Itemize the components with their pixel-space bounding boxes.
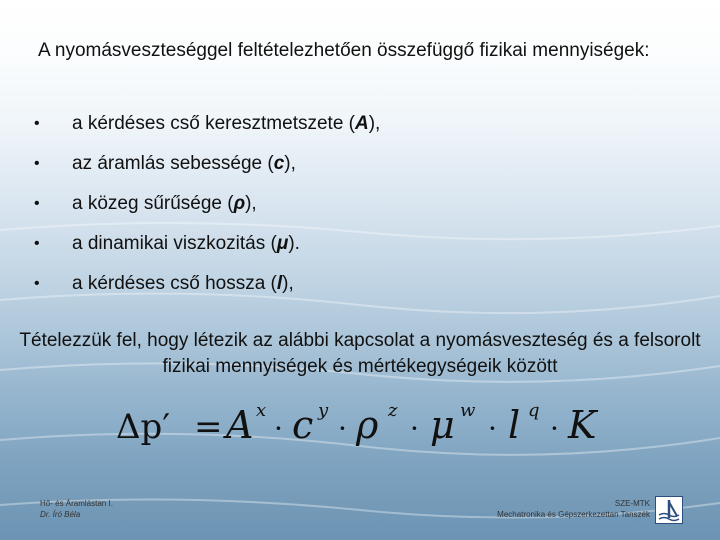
symbol: l bbox=[276, 273, 283, 294]
list-item bbox=[34, 112, 380, 152]
bullet-icon: • bbox=[34, 195, 40, 212]
formula-dot: · bbox=[410, 412, 419, 445]
bullet-icon: • bbox=[34, 235, 40, 252]
symbol: ρ bbox=[233, 193, 246, 214]
list-item bbox=[34, 192, 380, 232]
footer-author: Dr. Író Béla bbox=[40, 510, 81, 519]
formula-base: l bbox=[508, 403, 521, 447]
formula-lhs: Δp′ bbox=[116, 407, 171, 447]
list-item-text: a kérdéses cső keresztmetszete (A), bbox=[72, 113, 381, 134]
formula-exponent: w bbox=[460, 400, 476, 421]
formula-base: c bbox=[292, 403, 314, 447]
symbol: μ bbox=[276, 233, 289, 254]
formula-dot: · bbox=[274, 412, 283, 445]
formula-exponent: z bbox=[388, 400, 398, 421]
formula-constant: K bbox=[568, 403, 597, 447]
formula-dot: · bbox=[550, 412, 559, 445]
list-item bbox=[34, 232, 380, 272]
list-item bbox=[34, 152, 380, 192]
footer-institution: SZE-MTK bbox=[614, 499, 650, 508]
quantity-list bbox=[34, 112, 380, 312]
formula-exponent: q bbox=[528, 400, 540, 421]
formula-dot: · bbox=[338, 412, 347, 445]
formula bbox=[116, 396, 616, 456]
symbol: c bbox=[273, 153, 285, 174]
list-item-text: a dinamikai viszkozitás (μ). bbox=[72, 233, 300, 254]
list-item-text: az áramlás sebessége (c), bbox=[72, 153, 296, 174]
formula-exponent: y bbox=[318, 400, 329, 421]
list-item bbox=[34, 272, 380, 312]
sze-logo-icon bbox=[655, 496, 683, 524]
footer-course-info bbox=[40, 498, 113, 520]
symbol: A bbox=[355, 113, 369, 134]
bullet-icon: • bbox=[34, 275, 40, 292]
formula-exponent: x bbox=[256, 400, 267, 421]
formula-base: μ bbox=[430, 403, 455, 447]
footer-institution-info bbox=[497, 498, 650, 520]
formula-equals: = bbox=[194, 407, 223, 447]
list-item-text: a közeg sűrűsége (ρ), bbox=[72, 193, 257, 214]
formula-base: ρ bbox=[356, 403, 379, 447]
bullet-icon: • bbox=[34, 155, 40, 172]
assumption-text: Tételezzük fel, hogy létezik az alábbi kapcsolat a nyomásveszteség és a felsorolt fizikai mennyiségek és mértékegységeik között bbox=[19, 330, 701, 377]
intro-text: A nyomásveszteséggel feltételezhetően összefüggő fizikai mennyiségek: bbox=[38, 40, 650, 61]
formula-base: A bbox=[226, 403, 254, 447]
footer-course: Hő- és Áramlástan I. bbox=[40, 499, 113, 508]
footer-department: Mechatronika és Gépszerkezettan Tanszék bbox=[497, 510, 650, 519]
list-item-text: a kérdéses cső hossza (l), bbox=[72, 273, 294, 294]
bullet-icon: • bbox=[34, 115, 40, 132]
formula-dot: · bbox=[488, 412, 497, 445]
